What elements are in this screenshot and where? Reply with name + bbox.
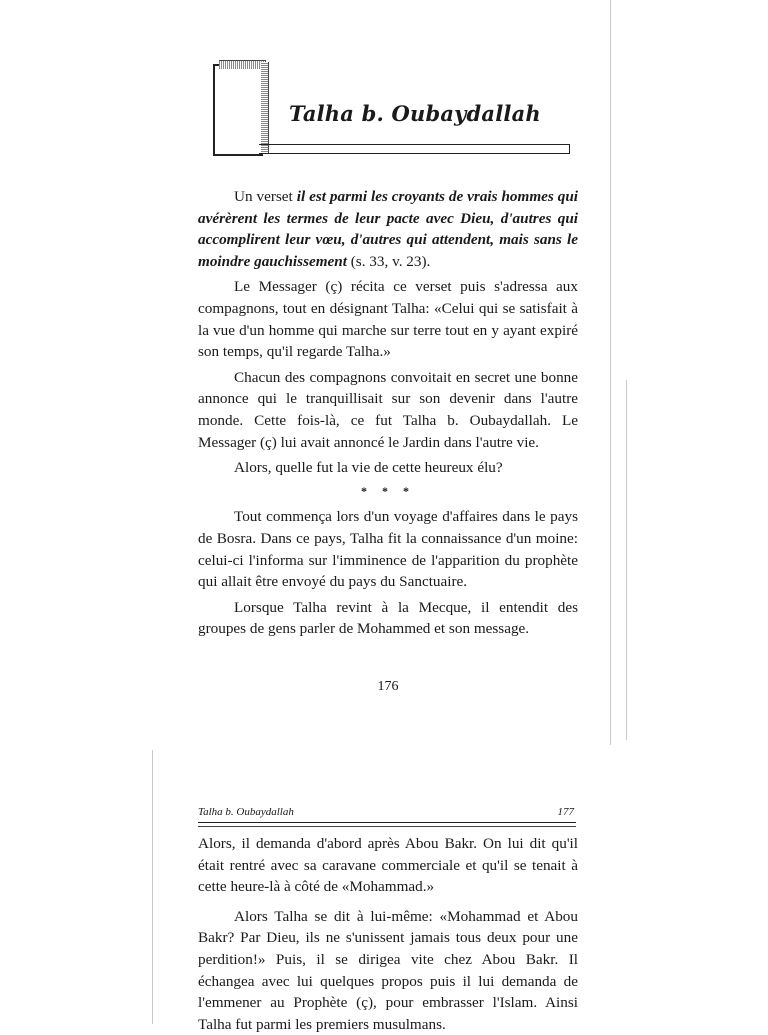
scan-edge-line [626, 380, 627, 740]
scan-edge-line [152, 750, 153, 1024]
verse-paragraph [198, 186, 578, 272]
paragraph: Tout commença lors d'un voyage d'affaires dans le pays de Bosra. Dans ce pays, Talha fit la connaissance d'un moine: celui-ci l'informa sur l'imminence de l'apparition du prophète qui allait être envoyé du pays du Sanctuaire. [198, 508, 578, 591]
page-176-body [198, 186, 578, 640]
paragraph: Chacun des compagnons convoitait en secret une bonne annonce qui le tranquillisait sur son devenir dans l'autre monde. Cette fois-là, ce fut Talha b. Oubaydallah. Le Messager (ç) lui avait annoncé le Jardin dans l'autre vie. [198, 368, 578, 451]
section-separator: * * * [361, 483, 415, 498]
running-title: Talha b. Oubaydallah [198, 806, 294, 818]
verse-quote: il est parmi les croyants de vrais hommes qui avérèrent les termes de leur pacte avec Dieu, d'autres qui accomplirent leur vœu, d'autres qui attendent, mais sans le moindre gauchissement [198, 188, 578, 270]
chapter-title: Talha b. Oubaydallah [289, 101, 541, 126]
paragraph: Alors Talha se dit à lui-même: «Mohammad et Abou Bakr? Par Dieu, ils ne s'unissent jamais tous deux pour une perdition!» Puis, il se dirigea vite chez Abou Bakr. Il échangea avec lui quelques propos puis il lui demanda de l'emmener au Prophète (ç), pour embrasser l'Islam. Ainsi Talha fut parmi les premiers musulmans. [198, 907, 578, 1033]
page-number: 176 [377, 679, 399, 694]
chapter-rule [259, 144, 570, 154]
running-header [198, 802, 576, 823]
paragraph: Alors, il demanda d'abord après Abou Bakr. On lui dit qu'il était rentré avec sa caravane commerciale et qu'il se tenait à cette heure-là à côté de «Mohammad.» [198, 835, 578, 896]
verse-reference: (s. 33, v. 23). [346, 252, 431, 270]
paragraph: Alors, quelle fut la vie de cette heureux élu? [234, 459, 503, 477]
verse-intro: Un verset [234, 188, 297, 205]
paragraph: Le Messager (ç) récita ce verset puis s'adressa aux compagnons, tout en désignant Talha: «Celui qui se satisfait à la vue d'un homme qui marche sur terre tout en y ayant expiré son temps, qu'il regarde Talha.» [198, 278, 578, 361]
paragraph: Lorsque Talha revint à la Mecque, il entendit des groupes de gens parler de Mohammed et son message. [198, 598, 578, 638]
running-page-number: 177 [557, 806, 574, 818]
chapter-ornament [213, 64, 263, 156]
scan-edge-line [610, 0, 611, 745]
page-177-body [198, 833, 578, 1035]
